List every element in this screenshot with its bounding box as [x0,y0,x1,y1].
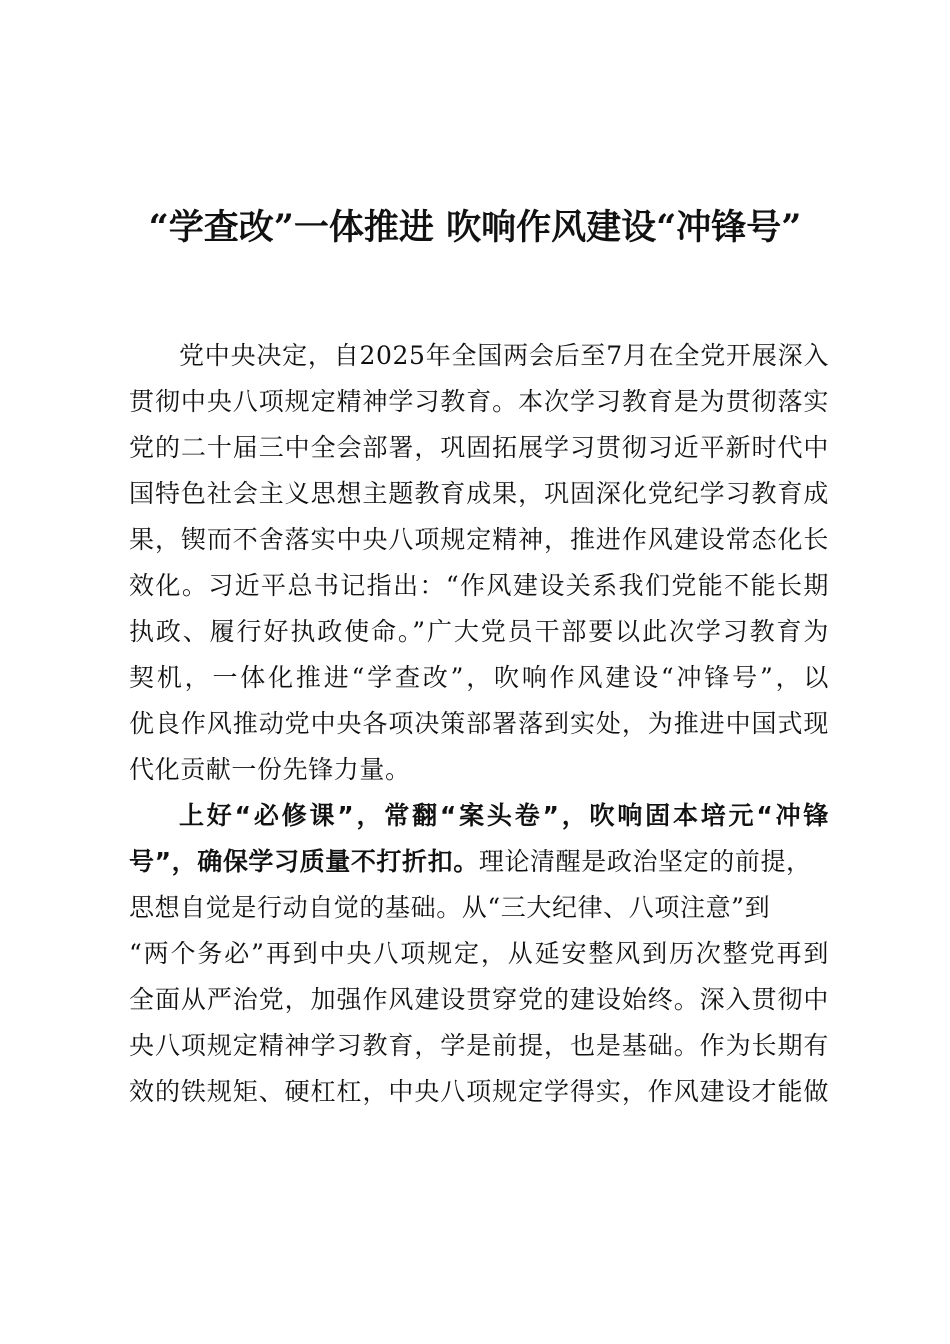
paragraph-2-line-4: “两个务必”再到中央八项规定，从延安整风到历次整党再到 [129,939,829,968]
paragraph-1-line-7: 执政、履行好执政使命。”广大党员干部要以此次学习教育为 [129,617,829,646]
paragraph-2-line-2-text: 理论清醒是政治坚定的前提， [478,847,812,876]
paragraph-1-line-1: 党中央决定，自2025年全国两会后至7月在全党开展深入 [179,341,829,370]
paragraph-2-line-2 [129,839,829,885]
paragraph-2-line-1: 上好“必修课”，常翻“案头卷”，吹响固本培元“冲锋 [179,801,829,830]
document-body [129,333,829,1115]
paragraph-2-heading-end: 号”，确保学习质量不打折扣。 [129,847,479,876]
paragraph-2-line-6: 央八项规定精神学习教育，学是前提，也是基础。作为长期有 [129,1031,829,1060]
paragraph-1-line-8: 契机，一体化推进“学查改”，吹响作风建设“冲锋号”，以 [129,663,829,692]
paragraph-1-line-6: 效化。习近平总书记指出：“作风建设关系我们党能不能长期 [129,571,829,600]
paragraph-2-line-3: 思想自觉是行动自觉的基础。从“三大纪律、八项注意”到 [129,893,771,922]
paragraph-1-line-10: 代化贡献一份先锋力量。 [129,755,411,784]
paragraph-2-line-5: 全面从严治党，加强作风建设贯穿党的建设始终。深入贯彻中 [129,985,829,1014]
paragraph-1-line-4: 国特色社会主义思想主题教育成果，巩固深化党纪学习教育成 [129,479,829,508]
paragraph-1-line-2: 贯彻中央八项规定精神学习教育。本次学习教育是为贯彻落实 [129,387,829,416]
paragraph-1-line-3: 党的二十届三中全会部署，巩固拓展学习贯彻习近平新时代中 [129,433,829,462]
paragraph-2-line-7: 效的铁规矩、硬杠杠，中央八项规定学得实，作风建设才能做 [129,1077,829,1106]
paragraph-1-line-5: 果，锲而不舍落实中央八项规定精神，推进作风建设常态化长 [129,525,829,554]
paragraph-1-line-9: 优良作风推动党中央各项决策部署落到实处，为推进中国式现 [129,709,829,738]
document-title: “学查改”一体推进 吹响作风建设“冲锋号” [148,207,802,248]
